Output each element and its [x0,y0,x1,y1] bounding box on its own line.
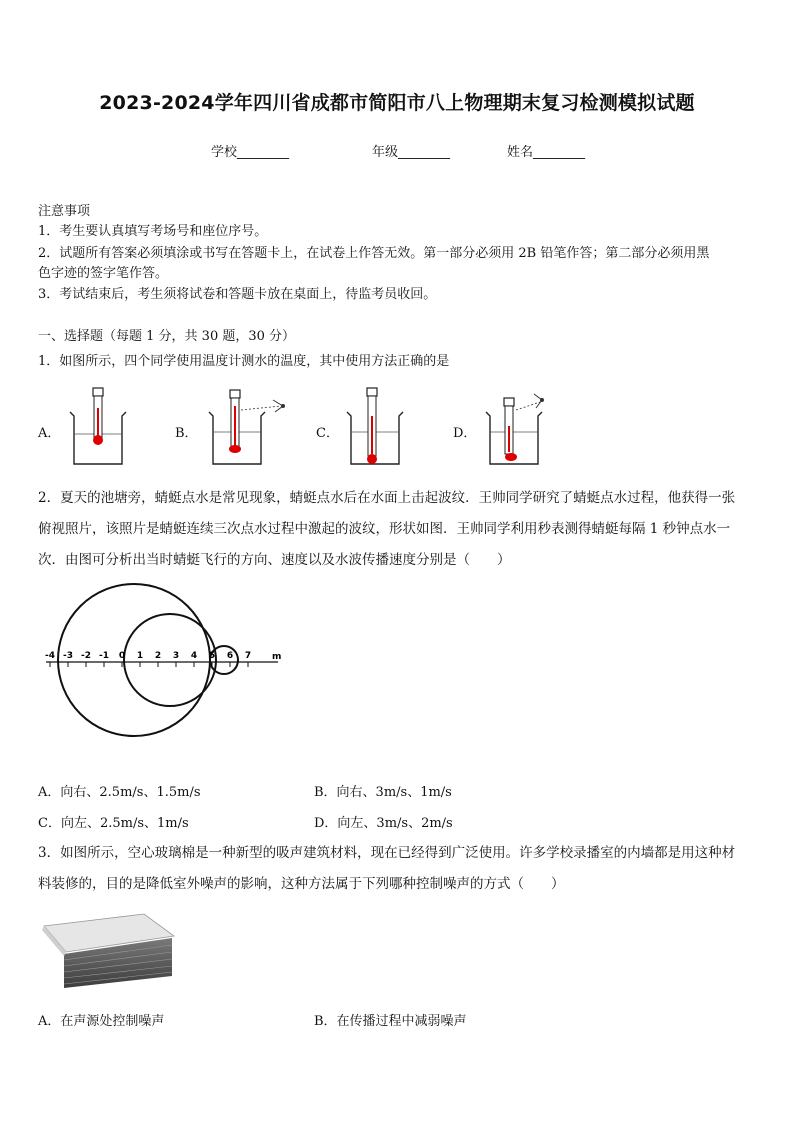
ripple-diagram [40,580,300,750]
axis-tick-label: -4 [45,651,55,661]
beaker-thermometer-d [480,386,570,468]
axis-tick-label: -1 [99,651,109,661]
axis-tick-label: 5 [208,651,216,661]
question-2-line: 2．夏天的池塘旁，蜻蜓点水是常见现象，蜻蜓点水后在水面上击起波纹．王帅同学研究了蜻蜓点水过程，他获得一张 [38,490,736,506]
q1-label-b: B． [175,426,198,441]
beaker-thermometer-c [341,386,411,468]
axis-tick-label: -3 [63,651,73,661]
question-1-stem: 1．如图所示，四个同学使用温度计测水的温度，其中使用方法正确的是 [38,354,450,369]
axis-tick-label: 2 [154,651,162,661]
name-field: 姓名________ [507,145,586,160]
q2-option-c: C．向左、2.5m/s、1m/s [38,816,189,831]
notes-heading: 注意事项 [38,204,91,219]
grade-field: 年级________ [372,145,451,160]
beaker-thermometer-b [203,386,293,468]
q1-label-c: C． [316,426,339,441]
glass-wool-image [40,912,180,990]
q1-label-a: A． [38,426,61,441]
notes-item: 色字迹的签字笔作答。 [38,266,169,281]
axis-tick-label: 6 [226,651,234,661]
notes-item: 2．试题所有答案必须填涂或书写在答题卡上，在试卷上作答无效。第一部分必须用 2B 铅笔作答；第二部分必须用黑 [38,246,710,261]
notes-item: 3．考试结束后，考生须将试卷和答题卡放在桌面上，待监考员收回。 [38,287,437,302]
question-2-line: 俯视照片，该照片是蜻蜓连续三次点水过程中激起的波纹，形状如图．王帅同学利用秒表测得蜻蜓每隔 1 秒钟点水一 [38,521,731,537]
axis-tick-label: 0 [118,651,126,661]
q3-option-a: A．在声源处控制噪声 [38,1014,165,1029]
question-3-line: 料装修的，目的是降低室外噪声的影响，这种方法属于下列哪种控制噪声的方式（ ） [38,876,565,892]
q2-option-d: D．向左、3m/s、2m/s [314,816,453,831]
q1-label-d: D． [453,426,477,441]
beaker-thermometer-a [64,386,134,468]
axis-tick-label: 7 [244,651,252,661]
axis-tick-label: 1 [136,651,144,661]
notes-item: 1．考生要认真填写考场号和座位序号。 [38,224,268,239]
axis-tick-label: 3 [172,651,180,661]
question-2-line: 次．由图可分析出当时蜻蜓飞行的方向、速度以及水波传播速度分别是（ ） [38,552,511,568]
school-field: 学校________ [211,145,290,160]
axis-unit-label: m [272,652,282,662]
page-title: 2023-2024学年四川省成都市简阳市八上物理期末复习检测模拟试题 [99,92,695,114]
q2-option-a: A．向右、2.5m/s、1.5m/s [38,785,201,800]
axis-tick-label: 4 [190,651,198,661]
axis-tick-label: -2 [81,651,91,661]
q3-option-b: B．在传播过程中减弱噪声 [314,1014,467,1029]
q2-option-b: B．向右、3m/s、1m/s [314,785,452,800]
question-3-line: 3．如图所示，空心玻璃棉是一种新型的吸声建筑材料，现在已经得到广泛使用。许多学校录播室的内墙都是用这种材 [38,845,736,861]
section-heading: 一、选择题（每题 1 分，共 30 题，30 分） [38,329,296,344]
